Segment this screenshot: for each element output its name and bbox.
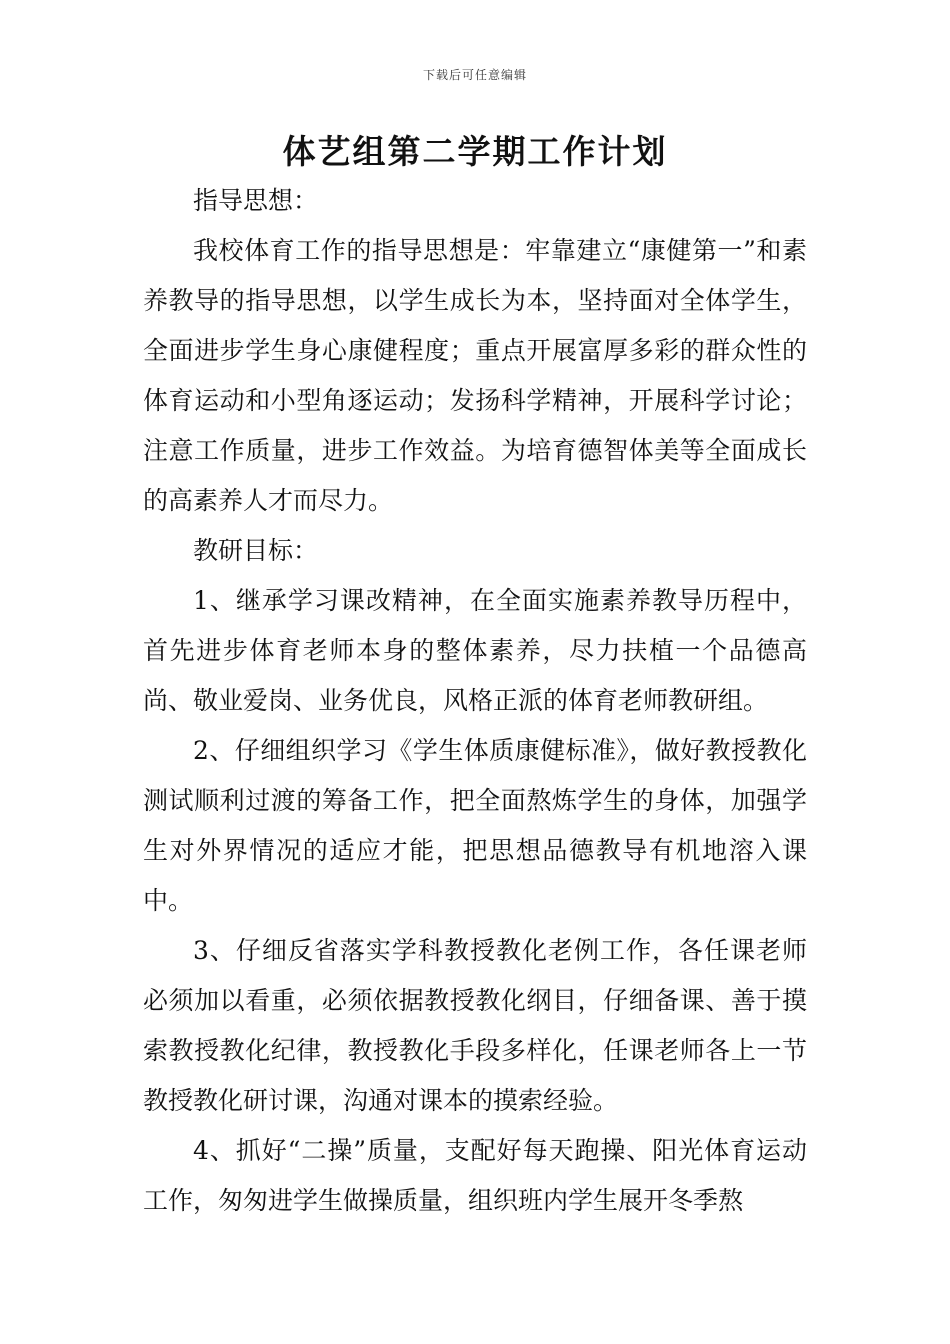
page-title: 体艺组第二学期工作计划 <box>282 132 668 171</box>
document-body <box>143 176 807 1226</box>
paragraph-goal-2: 2、仔细组织学习《学生体质康健标准》，做好教授教化测试顺利过渡的筹备工作，把全面熬炼学生的身体，加强学生对外界情况的适应才能，把思想品德教导有机地溶入课中。 <box>143 736 807 915</box>
section-heading-guiding: 指导思想： <box>193 186 319 215</box>
section-heading-goals: 教研目标： <box>193 536 319 565</box>
paragraph-guiding: 我校体育工作的指导思想是：牢靠建立“康健第一”和素养教导的指导思想，以学生成长为本，坚持面对全体学生，全面进步学生身心康健程度；重点开展富厚多彩的群众性的体育运动和小型角逐运动；发扬科学精神，开展科学讨论；注意工作质量，进步工作效益。为培育德智体美等全面成长的高素养人才而尽力。 <box>143 236 807 515</box>
paragraph-goal-1: 1、继承学习课改精神，在全面实施素养教导历程中，首先进步体育老师本身的整体素养，尽力扶植一个品德高尚、敬业爱岗、业务优良，风格正派的体育老师教研组。 <box>143 586 807 715</box>
paragraph-goal-4: 4、抓好“二操”质量，支配好每天跑操、阳光体育运动工作，匆匆进学生做操质量，组织班内学生展开冬季熬 <box>143 1136 807 1215</box>
header-note: 下载后可任意编辑 <box>422 68 527 82</box>
paragraph-goal-3: 3、仔细反省落实学科教授教化老例工作，各任课老师必须加以看重，必须依据教授教化纲目，仔细备课、善于摸索教授教化纪律，教授教化手段多样化，任课老师各上一节教授教化研讨课，沟通对课本的摸索经验。 <box>143 936 807 1115</box>
